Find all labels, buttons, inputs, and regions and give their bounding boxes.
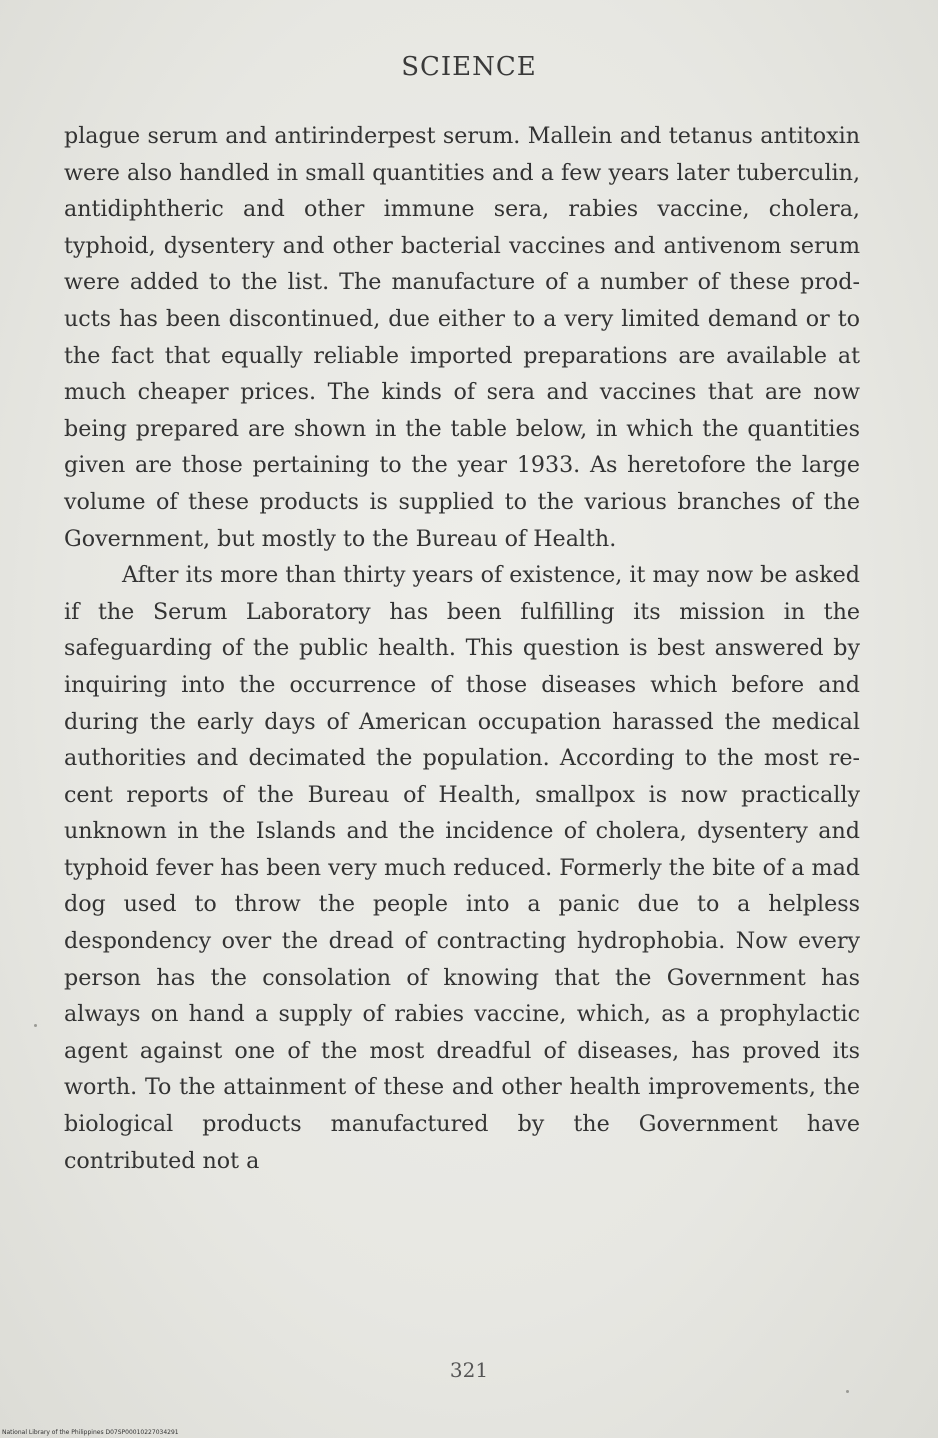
page-number: 321 [449,1358,489,1382]
scan-credit-line: National Library of the Philippines D07SP00010227034291 [2,1429,179,1436]
scan-speck [34,1024,37,1027]
paragraph-serum-laboratory-mission: After its more than thirty years of existence, it may now be asked if the Serum Laboratory has been fulfilling its mission in the safeguarding of the public health. This question is best answered by inquiring into the occurrence of those diseases which before and during the early days of American occupation harassed the medical authorities and decimated the population. According to the most recent reports of the Bureau of Health, smallpox is now practically unknown in the Islands and the incidence of cholera, dysentery and typhoid fever has been very much reduced. Formerly the bite of a mad dog used to throw the people into a panic due to a helpless despondency over the dread of contracting hydrophobia. Now every person has the consolation of knowing that the Government has always on hand a supply of rabies vaccine, which, as a prophylactic agent against one of the most dreadful of diseases, has proved its worth. To the attainment of these and other health improvements, the biological products manufactured by the Government have contributed not a [64,562,860,1174]
running-head-title: SCIENCE [401,52,537,82]
scan-speck [846,1390,849,1393]
paragraph-continued: plague serum and antirinderpest serum. Mallein and tetanus antitoxin were also handled in small quantities and a few years later tuberculin, antidiphtheric and other immune sera, rabies vaccine, cholera, typhoid, dysentery and other bacterial vaccines and antivenom serum were added to the list. The manufacture of a number of these products has been discontinued, due either to a very limited demand or to the fact that equally reliable imported preparations are available at much cheaper prices. The kinds of sera and vaccines that are now being prepared are shown in the table below, in which the quantities given are those pertaining to the year 1933. As heretofore the large volume of these products is supplied to the various branches of the Government, but mostly to the Bureau of Health. [64,123,860,552]
body-text [64,118,860,1179]
